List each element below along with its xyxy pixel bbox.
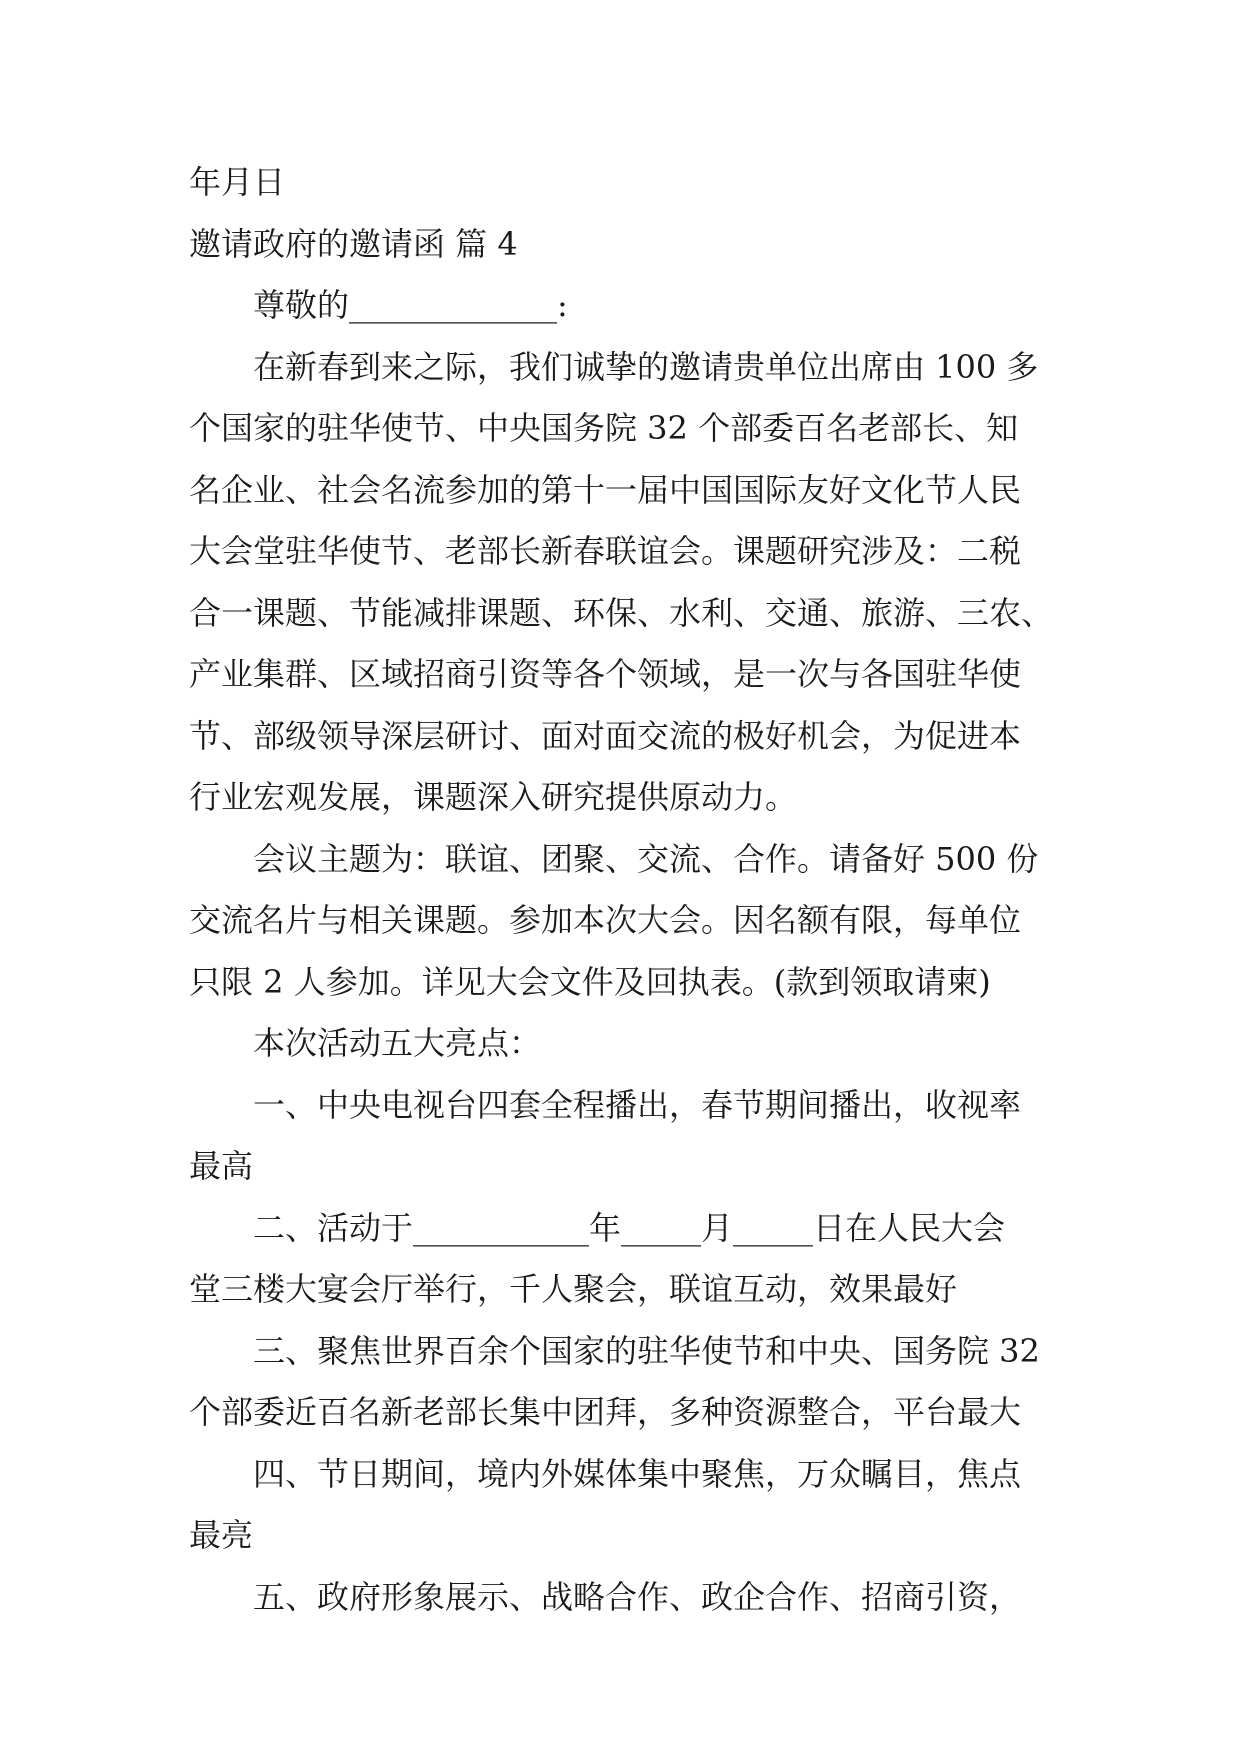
paragraph-line: 产业集群、区域招商引资等各个领域，是一次与各国驻华使 [189,655,1022,693]
highlight-item: 个部委近百名新老部长集中团拜，多种资源整合，平台最大 [189,1393,1022,1431]
paragraph-line: 会议主题为：联谊、团聚、交流、合作。请备好 500 份 [253,839,1039,878]
highlight-item: 一、中央电视台四套全程播出，春节期间播出，收视率 [253,1085,1022,1124]
highlight-item: 五、政府形象展示、战略合作、政企合作、招商引资， [253,1577,1022,1616]
highlight-item: 四、节日期间，境内外媒体集中聚焦，万众瞩目，焦点 [253,1454,1022,1493]
paragraph-line: 大会堂驻华使节、老部长新春联谊会。课题研究涉及：二税 [189,532,1022,570]
paragraph-line: 节、部级领导深层研讨、面对面交流的极好机会，为促进本 [189,716,1022,755]
paragraph-line: 行业宏观发展，课题深入研究提供原动力。 [189,778,798,816]
highlight-item: 二、活动于___________年_____月_____日在人民大会 [253,1208,1006,1247]
salutation: 尊敬的_____________: [253,286,568,324]
document-body [189,152,1055,1628]
highlight-item: 堂三楼大宴会厅举行，千人聚会，联谊互动，效果最好 [189,1270,958,1308]
date-line: 年月日 [189,163,286,201]
section-title: 邀请政府的邀请函 篇 4 [189,224,518,263]
paragraph-line: 交流名片与相关课题。参加本次大会。因名额有限，每单位 [189,901,1022,939]
paragraph-line: 名企业、社会名流参加的第十一届中国国际友好文化节人民 [189,470,1022,509]
paragraph-line: 合一课题、节能减排课题、环保、水利、交通、旅游、三农、 [189,593,1054,632]
highlight-item: 最亮 [189,1516,254,1554]
paragraph-line: 个国家的驻华使节、中央国务院 32 个部委百名老部长、知 [189,409,1019,447]
paragraph-line: 只限 2 人参加。详见大会文件及回执表。(款到领取请柬) [189,962,991,1001]
paragraph-line: 在新春到来之际，我们诚挚的邀请贵单位出席由 100 多 [253,347,1039,386]
highlight-item: 三、聚焦世界百余个国家的驻华使节和中央、国务院 32 [253,1331,1040,1370]
highlight-item: 最高 [189,1147,254,1185]
highlights-heading: 本次活动五大亮点： [253,1024,542,1062]
